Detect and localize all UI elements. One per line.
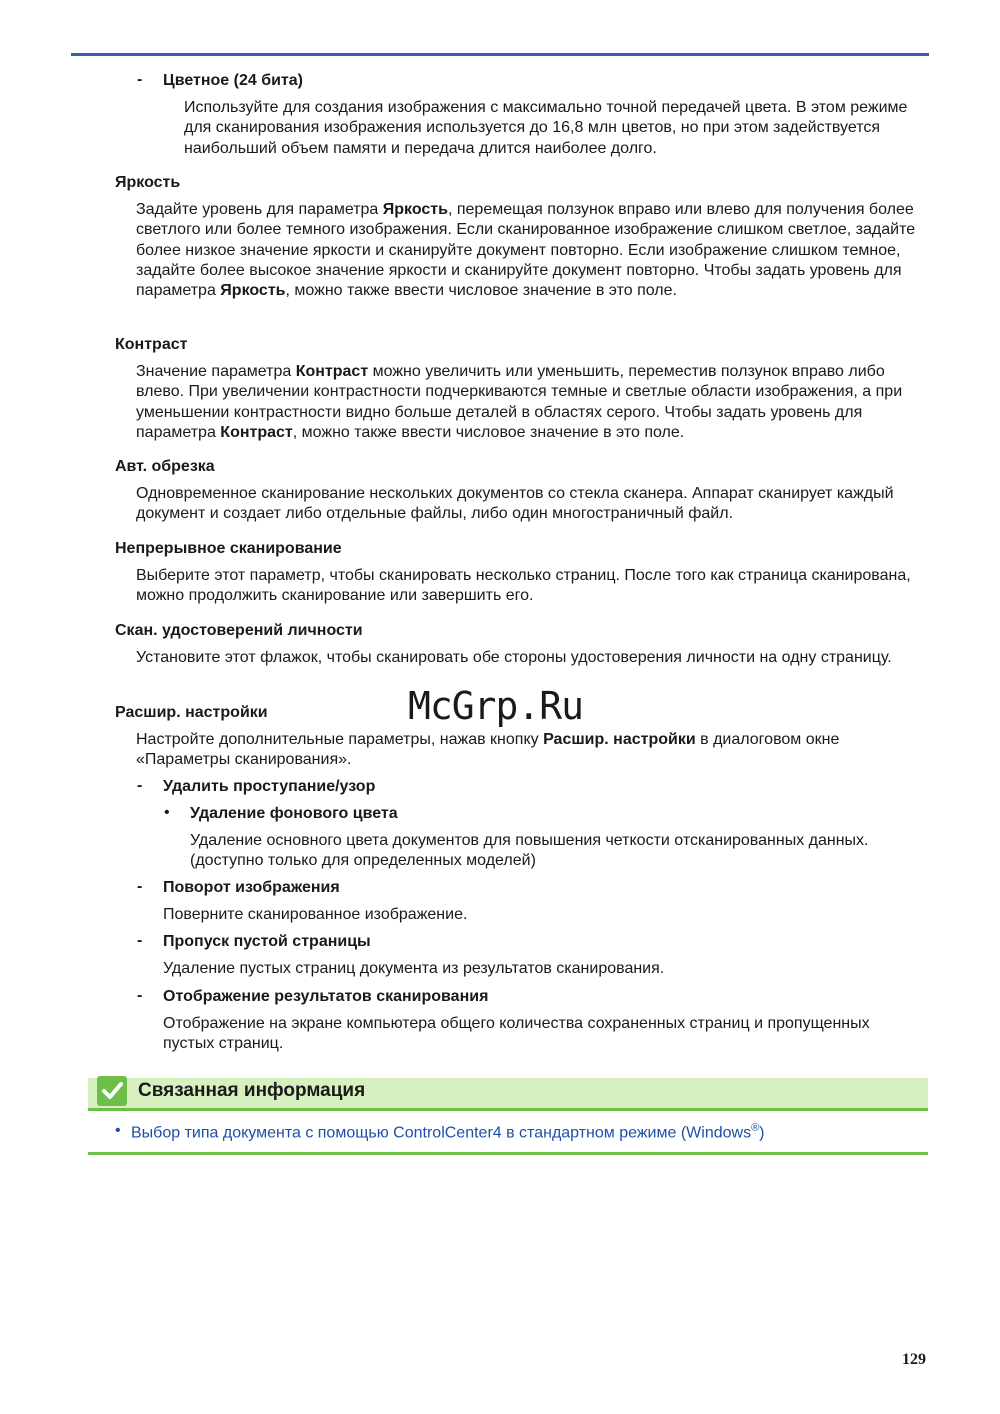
continuous-desc: Выберите этот параметр, чтобы сканировать несколько страниц. После того как страница сканирована, можно продолжить сканирование или завершить его. [136, 567, 911, 605]
brightness-desc: Задайте уровень для параметра Яркость, перемещая ползунок вправо или влево для получения более светлого или более темного изображения. Если сканированное изображение слишком светлое, задайте более низкое значение яркости и сканируйте документ повторно. Если изображение слишком темное, задайте более высокое значение яркости и сканируйте документ повторно. Чтобы задать уровень для параметра Яркость, можно также ввести числовое значение в это поле. [136, 201, 916, 300]
contrast-title: Контраст [115, 336, 188, 353]
show-results-title: Отображение результатов сканирования [163, 988, 489, 1005]
checkmark-icon [97, 1076, 127, 1106]
skip-blank-title: Пропуск пустой страницы [163, 933, 371, 950]
dash-marker: - [137, 878, 143, 895]
autocrop-desc: Одновременное сканирование нескольких документов со стекла сканера. Аппарат сканирует каждый документ и создает либо отдельные файлы, либо один многостраничный файл. [136, 485, 894, 523]
idcard-title: Скан. удостоверений личности [115, 622, 363, 639]
remove-bleed-title: Удалить проступание/узор [163, 778, 376, 795]
idcard-desc: Установите этот флажок, чтобы сканировать обе стороны удостоверения личности на одну страницу. [136, 649, 892, 666]
bg-color-desc: Удаление основного цвета документов для повышения четкости отсканированных данных. (доступно только для определенных моделей) [190, 832, 869, 870]
dash-marker: - [137, 71, 143, 88]
advanced-desc: Настройте дополнительные параметры, нажав кнопку Расшир. настройки в диалоговом окне «Параметры сканирования». [136, 731, 840, 769]
watermark: McGrp.Ru [408, 684, 584, 728]
related-bottom-rule [88, 1152, 928, 1155]
dash-marker: - [137, 777, 143, 794]
continuous-title: Непрерывное сканирование [115, 540, 342, 557]
rotate-title: Поворот изображения [163, 879, 340, 896]
related-info-title: Связанная информация [138, 1080, 366, 1101]
advanced-title: Расшир. настройки [115, 704, 268, 721]
page-number: 129 [902, 1351, 926, 1368]
color-mode-title: Цветное (24 бита) [163, 72, 303, 89]
bullet-marker: • [164, 804, 170, 821]
color-mode-desc: Используйте для создания изображения с максимально точной передачей цвета. В этом режиме для сканирования изображения используется до 16,8 млн цветов, но при этом задействуется наибольший объем памяти и передача длится наиболее долго. [184, 99, 908, 157]
show-results-desc: Отображение на экране компьютера общего количества сохраненных страниц и пропущенных пустых страниц. [163, 1015, 870, 1053]
dash-marker: - [137, 932, 143, 949]
bullet-marker: • [115, 1122, 121, 1139]
contrast-desc: Значение параметра Контраст можно увеличить или уменьшить, переместив ползунок вправо либо влево. При увеличении контрастности подчеркиваются темные и светлые области изображения, а при уменьшении контрастности видно больше деталей в областях серого. Чтобы задать уровень для параметра Контраст, можно также ввести числовое значение в это поле. [136, 363, 903, 441]
skip-blank-desc: Удаление пустых страниц документа из результатов сканирования. [163, 960, 665, 977]
autocrop-title: Авт. обрезка [115, 458, 215, 475]
bg-color-title: Удаление фонового цвета [190, 805, 398, 822]
brightness-title: Яркость [115, 174, 181, 191]
top-rule [71, 53, 929, 56]
rotate-desc: Поверните сканированное изображение. [163, 906, 468, 923]
related-link[interactable]: Выбор типа документа с помощью ControlCenter4 в стандартном режиме (Windows®) [131, 1122, 765, 1142]
dash-marker: - [137, 987, 143, 1004]
